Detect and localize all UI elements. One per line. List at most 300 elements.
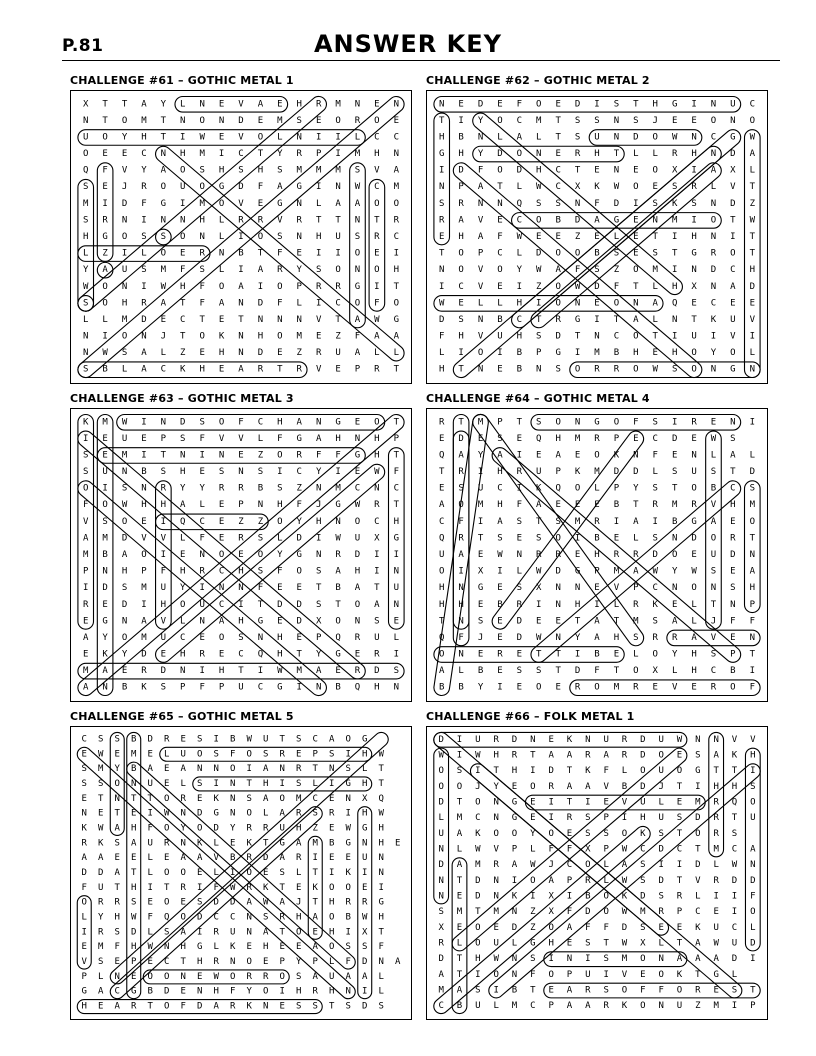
grid-letter: D — [555, 566, 561, 577]
grid-letter: K — [312, 882, 318, 893]
grid-letter: F — [438, 331, 445, 342]
grid-row — [83, 600, 399, 610]
grid-row — [83, 99, 399, 109]
grid-letter: E — [257, 198, 264, 209]
grid-letter: M — [511, 1001, 518, 1012]
grid-letter: T — [456, 875, 463, 886]
grid-letter: O — [458, 248, 464, 259]
grid-letter: I — [82, 583, 89, 594]
grid-letter: N — [296, 198, 302, 209]
grid-letter: T — [713, 766, 719, 777]
grid-letter: E — [374, 248, 380, 259]
grid-letter: A — [566, 781, 573, 792]
grid-letter: A — [160, 298, 167, 309]
grid-letter: E — [497, 583, 503, 594]
grid-row — [439, 650, 756, 660]
grid-letter: M — [633, 616, 639, 627]
grid-letter: N — [374, 483, 380, 494]
grid-letter: I — [594, 599, 600, 610]
grid-letter: Y — [516, 265, 523, 276]
grid-row — [439, 265, 755, 275]
grid-letter: L — [530, 844, 536, 855]
grid-letter: D — [749, 281, 756, 292]
grid-letter: W — [671, 132, 678, 143]
grid-letter: A — [180, 853, 186, 864]
grid-letter: E — [180, 248, 186, 259]
grid-letter: O — [102, 500, 108, 511]
grid-letter: N — [393, 149, 400, 160]
grid-letter: M — [199, 149, 205, 160]
grid-letter: S — [497, 533, 503, 544]
grid-letter: L — [477, 298, 484, 309]
grid-letter: N — [180, 666, 186, 677]
grid-letter: A — [456, 985, 463, 996]
grid-letter: M — [82, 666, 89, 677]
grid-letter: S — [121, 483, 128, 494]
grid-letter: A — [141, 616, 147, 627]
grid-letter: I — [315, 132, 322, 143]
grid-letter: W — [98, 749, 104, 760]
grid-letter: X — [82, 99, 89, 110]
grid-letter: Y — [102, 632, 108, 643]
grid-row — [438, 829, 737, 839]
grid-letter: E — [574, 550, 581, 560]
grid-letter: R — [633, 599, 639, 610]
grid-row — [83, 417, 400, 427]
grid-letter: U — [594, 132, 600, 143]
grid-letter: E — [354, 467, 361, 478]
grid-letter: R — [296, 450, 302, 461]
grid-letter: X — [548, 891, 554, 902]
grid-letter: R — [438, 417, 445, 428]
grid-letter: S — [658, 891, 664, 902]
grid-letter: D — [574, 215, 581, 226]
grid-letter: I — [315, 182, 322, 193]
grid-letter: J — [160, 331, 167, 342]
grid-letter: O — [164, 1001, 170, 1012]
grid-letter: H — [180, 281, 186, 292]
answer-loop — [544, 952, 687, 967]
grid-row — [438, 907, 755, 917]
grid-letter: G — [213, 808, 219, 819]
grid-letter: C — [164, 957, 170, 968]
grid-letter: T — [102, 99, 108, 110]
grid-letter: W — [160, 281, 167, 292]
grid-letter: J — [710, 616, 717, 627]
grid-letter: Y — [114, 764, 120, 775]
grid-letter: I — [691, 165, 697, 176]
grid-letter: G — [511, 797, 518, 808]
grid-letter: A — [477, 182, 484, 193]
grid-letter: H — [548, 938, 554, 949]
grid-letter: I — [315, 248, 322, 259]
grid-letter: C — [238, 649, 244, 660]
grid-letter: G — [511, 813, 518, 824]
grid-letter: U — [238, 682, 244, 693]
grid-letter: R — [652, 500, 658, 511]
grid-letter: F — [180, 1001, 186, 1012]
grid-letter: W — [731, 860, 738, 871]
grid-letter: O — [493, 969, 499, 980]
grid-letter: F — [477, 165, 484, 176]
grid-letter: F — [640, 985, 646, 996]
grid-letter: A — [82, 533, 89, 544]
grid-letter: N — [458, 583, 464, 594]
grid-letter: D — [730, 149, 736, 160]
grid-letter: D — [458, 433, 464, 444]
grid-letter: S — [296, 734, 302, 745]
grid-letter: T — [335, 599, 341, 610]
grid-letter: I — [750, 766, 756, 777]
grid-letter: R — [713, 813, 719, 824]
grid-letter: O — [180, 232, 186, 242]
grid-letter: S — [613, 99, 620, 110]
grid-letter: H — [511, 766, 518, 777]
grid-letter: E — [456, 891, 463, 902]
grid-letter: G — [691, 248, 697, 259]
grid-letter: T — [652, 331, 658, 342]
grid-letter: R — [516, 467, 523, 478]
grid-letter: N — [574, 198, 581, 209]
grid-letter: W — [621, 875, 628, 886]
grid-letter: C — [652, 433, 658, 444]
grid-letter: C — [180, 632, 186, 643]
grid-letter: O — [246, 868, 252, 878]
grid-letter: E — [652, 348, 658, 359]
grid-row — [439, 166, 755, 176]
grid-letter: F — [458, 632, 464, 643]
grid-letter: A — [160, 165, 167, 176]
grid-letter: H — [277, 500, 283, 511]
grid-letter: S — [536, 331, 542, 342]
grid-letter: O — [345, 882, 351, 893]
grid-letter: E — [180, 897, 186, 908]
grid-letter: B — [613, 500, 620, 511]
grid-letter: N — [121, 616, 128, 627]
grid-letter: F — [530, 969, 536, 980]
grid-letter: G — [362, 823, 368, 834]
grid-letter: U — [691, 467, 697, 478]
grid-letter: B — [329, 838, 335, 849]
grid-row — [439, 215, 756, 225]
grid-letter: E — [730, 566, 736, 577]
grid-letter: D — [511, 922, 518, 933]
grid-letter: Y — [493, 781, 499, 792]
grid-letter: R — [713, 828, 719, 839]
grid-letter: V — [621, 969, 628, 980]
grid-letter: N — [238, 467, 244, 478]
grid-letter: N — [246, 912, 252, 923]
grid-letter: E — [131, 808, 137, 819]
grid-letter: Y — [180, 483, 186, 494]
grid-letter: S — [475, 985, 481, 996]
grid-letter: S — [345, 942, 351, 953]
grid-letter: O — [374, 198, 380, 209]
grid-letter: N — [102, 682, 108, 693]
grid-letter: O — [82, 149, 89, 160]
grid-letter: Q — [516, 198, 523, 209]
grid-letter: M — [475, 860, 481, 871]
grid-letter: E — [354, 417, 361, 428]
grid-letter: S — [574, 132, 581, 143]
grid-letter: R — [713, 797, 719, 808]
grid-letter: Y — [121, 132, 128, 143]
grid-letter: I — [475, 969, 481, 980]
grid-letter: A — [335, 198, 341, 209]
grid-letter: Y — [296, 516, 302, 527]
grid-letter: T — [180, 298, 186, 309]
grid-letter: N — [511, 954, 518, 965]
grid-row — [439, 282, 755, 292]
grid-letter: N — [730, 115, 736, 126]
grid-letter: O — [121, 115, 128, 126]
grid-letter: K — [263, 882, 269, 893]
grid-letter: A — [312, 912, 318, 923]
grid-letter: L — [458, 666, 464, 677]
grid-letter: H — [574, 599, 581, 610]
grid-letter: O — [279, 793, 285, 804]
grid-letter: S — [315, 599, 322, 610]
grid-letter: T — [555, 649, 561, 660]
grid-letter: T — [536, 314, 542, 325]
grid-letter: W — [536, 182, 542, 193]
grid-letter: F — [633, 417, 639, 428]
grid-letter: R — [536, 550, 542, 560]
grid-letter: H — [218, 348, 225, 359]
grid-row — [439, 600, 756, 610]
grid-letter: R — [493, 734, 499, 745]
grid-letter: E — [477, 550, 484, 560]
grid-letter: O — [263, 986, 269, 997]
grid-letter: D — [475, 891, 481, 902]
grid-letter: O — [279, 971, 285, 982]
grid-letter: E — [536, 232, 542, 242]
grid-letter: E — [335, 666, 341, 677]
grid-letter: R — [257, 215, 264, 226]
grid-letter: F — [199, 281, 205, 292]
grid-letter: E — [98, 808, 104, 819]
grid-letter: I — [257, 666, 264, 677]
grid-letter: E — [516, 682, 523, 693]
grid-letter: K — [246, 1001, 252, 1012]
grid-letter: D — [613, 198, 620, 209]
grid-letter: R — [633, 682, 639, 693]
grid-letter: S — [315, 265, 322, 276]
grid-letter: V — [603, 781, 609, 792]
grid-letter: S — [114, 838, 120, 849]
grid-letter: R — [141, 182, 147, 193]
grid-letter: Y — [230, 823, 236, 834]
grid-letter: W — [652, 364, 658, 375]
grid-letter: N — [238, 331, 244, 342]
grid-letter: R — [164, 838, 170, 849]
grid-letter: A — [98, 853, 104, 864]
grid-letter: I — [141, 417, 147, 428]
grid-letter: D — [141, 314, 147, 325]
grid-letter: E — [329, 823, 335, 834]
grid-letter: W — [82, 281, 89, 292]
grid-letter: R — [621, 734, 628, 745]
grid-letter: S — [199, 265, 205, 276]
answer-loop — [97, 448, 365, 464]
grid-letter: W — [354, 182, 361, 193]
grid-letter: H — [315, 232, 322, 242]
grid-letter: H — [475, 954, 481, 965]
grid-letter: I — [574, 649, 581, 660]
grid-letter: O — [633, 182, 639, 193]
grid-letter: I — [141, 281, 147, 292]
grid-letter: L — [199, 500, 205, 511]
grid-letter: N — [199, 99, 205, 110]
grid-letter: T — [613, 616, 620, 627]
grid-letter: T — [246, 778, 252, 789]
grid-letter: L — [658, 938, 664, 949]
grid-letter: E — [497, 364, 503, 375]
grid-letter: H — [458, 599, 464, 610]
grid-letter: E — [555, 149, 561, 160]
grid-letter: E — [477, 433, 484, 444]
grid-letter: O — [102, 132, 108, 143]
grid-letter: L — [511, 938, 518, 949]
grid-letter: Z — [695, 1001, 701, 1012]
grid-row — [83, 650, 399, 660]
grid-letter: U — [676, 1001, 683, 1012]
grid-letter: U — [374, 632, 380, 643]
grid-letter: B — [594, 248, 600, 259]
grid-letter: C — [141, 149, 147, 160]
grid-letter: A — [296, 417, 302, 428]
grid-letter: U — [710, 550, 717, 560]
grid-letter: O — [750, 907, 756, 918]
grid-letter: W — [536, 632, 542, 643]
grid-letter: P — [315, 149, 322, 160]
grid-canvas — [427, 409, 767, 701]
grid-letter: U — [603, 734, 609, 745]
answer-loop — [544, 983, 760, 998]
grid-letter: U — [279, 823, 285, 834]
grid-letter: A — [362, 971, 368, 982]
grid-letter: F — [594, 666, 600, 677]
grid-letter: A — [354, 198, 361, 209]
grid-letter: A — [180, 500, 186, 511]
grid-letter: G — [393, 314, 400, 325]
grid-letter: E — [263, 957, 269, 968]
grid-letter: O — [180, 868, 186, 878]
grid-letter: T — [102, 115, 108, 126]
answer-loop — [117, 415, 385, 431]
grid-letter: S — [603, 828, 609, 839]
grid-letter: Z — [257, 516, 264, 527]
grid-letter: O — [530, 875, 536, 886]
grid-letter: O — [121, 632, 128, 643]
letter-grid — [426, 90, 768, 384]
grid-letter: E — [197, 793, 203, 804]
page-title: ANSWER KEY — [313, 30, 503, 58]
grid-letter: I — [374, 281, 380, 292]
grid-letter: Y — [199, 483, 205, 494]
grid-letter: I — [749, 331, 756, 342]
grid-letter: L — [594, 483, 600, 494]
grid-letter: N — [536, 149, 542, 160]
grid-letter: N — [315, 417, 322, 428]
grid-letter: D — [197, 1001, 203, 1012]
grid-letter: N — [710, 583, 717, 594]
grid-letter: U — [102, 467, 108, 478]
grid-letter: A — [652, 298, 658, 309]
grid-letter: S — [257, 467, 264, 478]
grid-letter: A — [566, 1001, 573, 1012]
grid-letter: D — [652, 550, 658, 560]
grid-letter: O — [199, 182, 205, 193]
grid-letter: I — [197, 882, 203, 893]
grid-letter: E — [555, 682, 561, 693]
grid-letter: E — [199, 467, 205, 478]
grid-letter: R — [296, 764, 302, 775]
grid-letter: O — [633, 265, 639, 276]
grid-row — [438, 970, 737, 980]
grid-letter: O — [640, 766, 646, 777]
grid-letter: R — [374, 500, 380, 511]
grid-letter: N — [458, 616, 464, 627]
grid-letter: N — [160, 149, 167, 160]
grid-letter: I — [458, 566, 464, 577]
grid-letter: L — [218, 232, 225, 242]
grid-letter: R — [566, 813, 573, 824]
grid-letter: N — [710, 198, 717, 209]
grid-letter: L — [652, 149, 658, 160]
grid-letter: A — [555, 265, 561, 276]
grid-letter: N — [230, 778, 236, 789]
grid-letter: N — [710, 99, 717, 110]
grid-letter: I — [345, 749, 351, 760]
grid-letter: O — [691, 483, 697, 494]
grid-letter: M — [98, 764, 104, 775]
grid-letter: M — [652, 265, 658, 276]
grid-letter: W — [691, 566, 697, 577]
grid-letter: A — [676, 954, 683, 965]
grid-letter: R — [315, 99, 322, 110]
grid-row — [438, 986, 756, 996]
grid-letter: Y — [296, 957, 302, 968]
grid-letter: T — [516, 417, 523, 428]
grid-letter: R — [296, 853, 302, 864]
grid-letter: G — [102, 616, 108, 627]
grid-letter: C — [438, 1001, 444, 1012]
grid-letter: E — [218, 516, 225, 527]
grid-letter: I — [335, 132, 341, 143]
grid-row — [439, 348, 755, 358]
grid-letter: E — [246, 942, 252, 953]
grid-letter: I — [750, 954, 756, 965]
grid-letter: W — [710, 433, 717, 444]
grid-letter: A — [246, 897, 252, 908]
grid-letter: D — [695, 813, 701, 824]
grid-letter: X — [477, 566, 484, 577]
grid-letter: M — [335, 165, 341, 176]
grid-letter: D — [516, 632, 523, 643]
grid-letter: H — [238, 616, 244, 627]
grid-letter: I — [456, 750, 463, 761]
grid-letter: H — [731, 781, 738, 792]
grid-letter: T — [555, 666, 561, 677]
grid-letter: X — [574, 182, 581, 193]
grid-letter: E — [633, 165, 639, 176]
grid-letter: V — [493, 844, 499, 855]
grid-letter: E — [98, 1001, 104, 1012]
grid-letter: Z — [749, 198, 756, 209]
grid-letter: E — [516, 433, 523, 444]
grid-letter: Y — [160, 99, 167, 110]
